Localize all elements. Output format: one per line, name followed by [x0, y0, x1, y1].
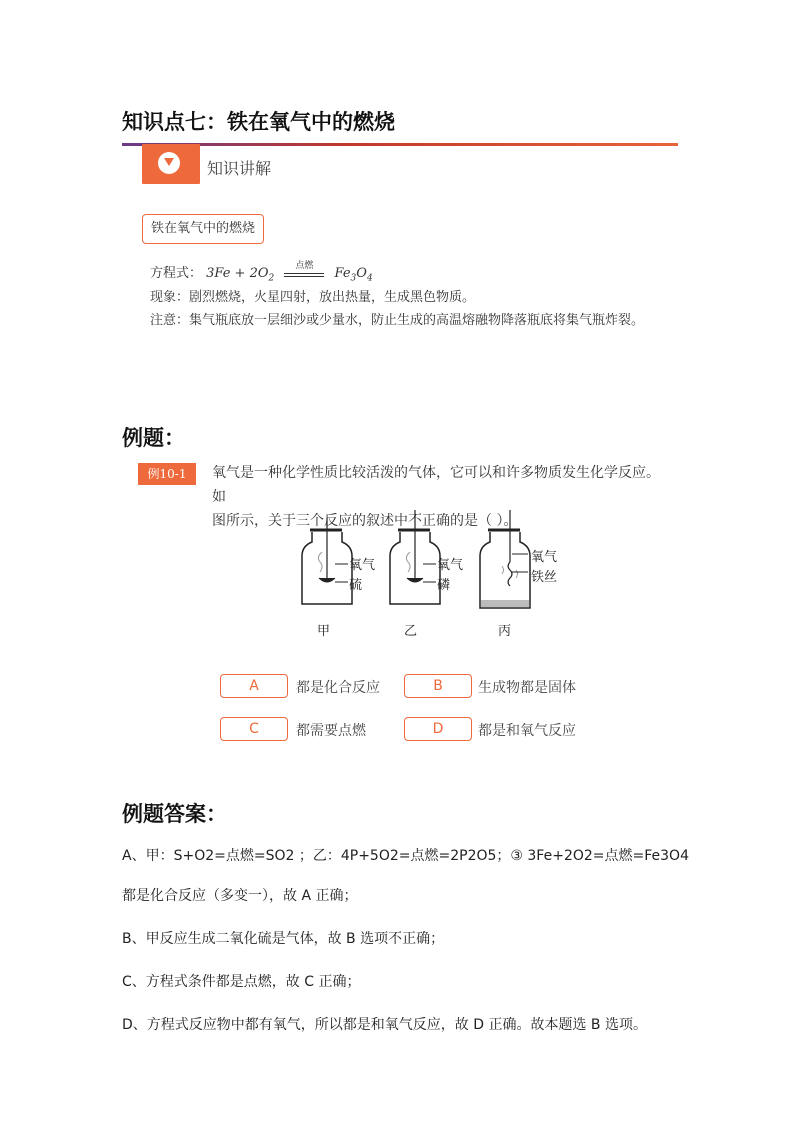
jar-2-gas: 氧气 [437, 558, 464, 573]
note-line: 注意：集气瓶底放一层细沙或少量水，防止生成的高温熔融物降落瓶底将集气瓶炸裂。 [150, 313, 645, 328]
option-c-text: 都需要点燃 [296, 723, 366, 739]
equation-label: 方程式： [150, 266, 203, 281]
jar-3-label: 丙 [498, 624, 512, 639]
knowledge-badge [142, 144, 200, 184]
equation-condition: 点燃 [295, 261, 314, 271]
jar-1-gas: 氧气 [349, 558, 376, 573]
phenomenon-line: 现象：剧烈燃烧，火星四射，放出热量，生成黑色物质。 [150, 290, 476, 305]
question-line-2: 图所示，关于三个反应的叙述中不正确的是（ ）。 [212, 513, 518, 529]
answer-line-1: A、甲：S+O2=点燃=SO2 ；乙：4P+5O2=点燃=2P2O5；③ 3Fe+2O2=点燃=Fe3O4 [122, 848, 689, 864]
option-b-text: 生成物都是固体 [478, 680, 576, 696]
answer-heading: 例题答案： [122, 801, 227, 826]
knowledge-icon [158, 152, 180, 174]
answer-line-3: B、甲反应生成二氧化硫是气体，故 B 选项不正确； [122, 931, 445, 947]
jar-2-label: 乙 [404, 624, 418, 639]
topic-box: 铁在氧气中的燃烧 [142, 214, 264, 244]
section-title: 知识点七：铁在氧气中的燃烧 [122, 109, 395, 134]
jar-1 [302, 518, 352, 604]
header-divider [122, 143, 678, 146]
example-heading: 例题： [122, 425, 185, 450]
example-badge: 例10-1 [138, 463, 196, 485]
answer-line-4: C、方程式条件都是点燃，故 C 正确； [122, 974, 361, 990]
jar-1-label: 甲 [317, 624, 331, 639]
equation-right: $Fe_3O_4$ [334, 266, 373, 284]
jar-3-gas: 氧气 [531, 550, 558, 565]
equation-arrow [284, 261, 324, 277]
option-b-button[interactable]: B [404, 674, 472, 698]
jar-3-substance: 铁丝 [531, 570, 558, 585]
jar-2-substance: 磷 [437, 578, 451, 593]
option-c-button[interactable]: C [220, 717, 288, 741]
answer-line-2: 都是化合反应（多变一），故 A 正确； [122, 888, 358, 904]
jar-3 [480, 510, 530, 608]
option-a-button[interactable]: A [220, 674, 288, 698]
equation-left: $3Fe + 2O_2$ [206, 266, 275, 284]
option-d-text: 都是和氧气反应 [478, 723, 576, 739]
option-a-text: 都是化合反应 [296, 680, 380, 696]
option-d-button[interactable]: D [404, 717, 472, 741]
equation-line [150, 262, 373, 284]
answer-line-5: D、方程式反应物中都有氧气，所以都是和氧气反应，故 D 正确。故本题选 B 选项。 [122, 1017, 647, 1033]
jar-1-substance: 硫 [349, 578, 363, 593]
question-line-1: 氧气是一种化学性质比较活泼的气体，它可以和许多物质发生化学反应。如 [212, 465, 660, 505]
knowledge-label: 知识讲解 [207, 159, 272, 178]
jar-2 [390, 510, 440, 604]
